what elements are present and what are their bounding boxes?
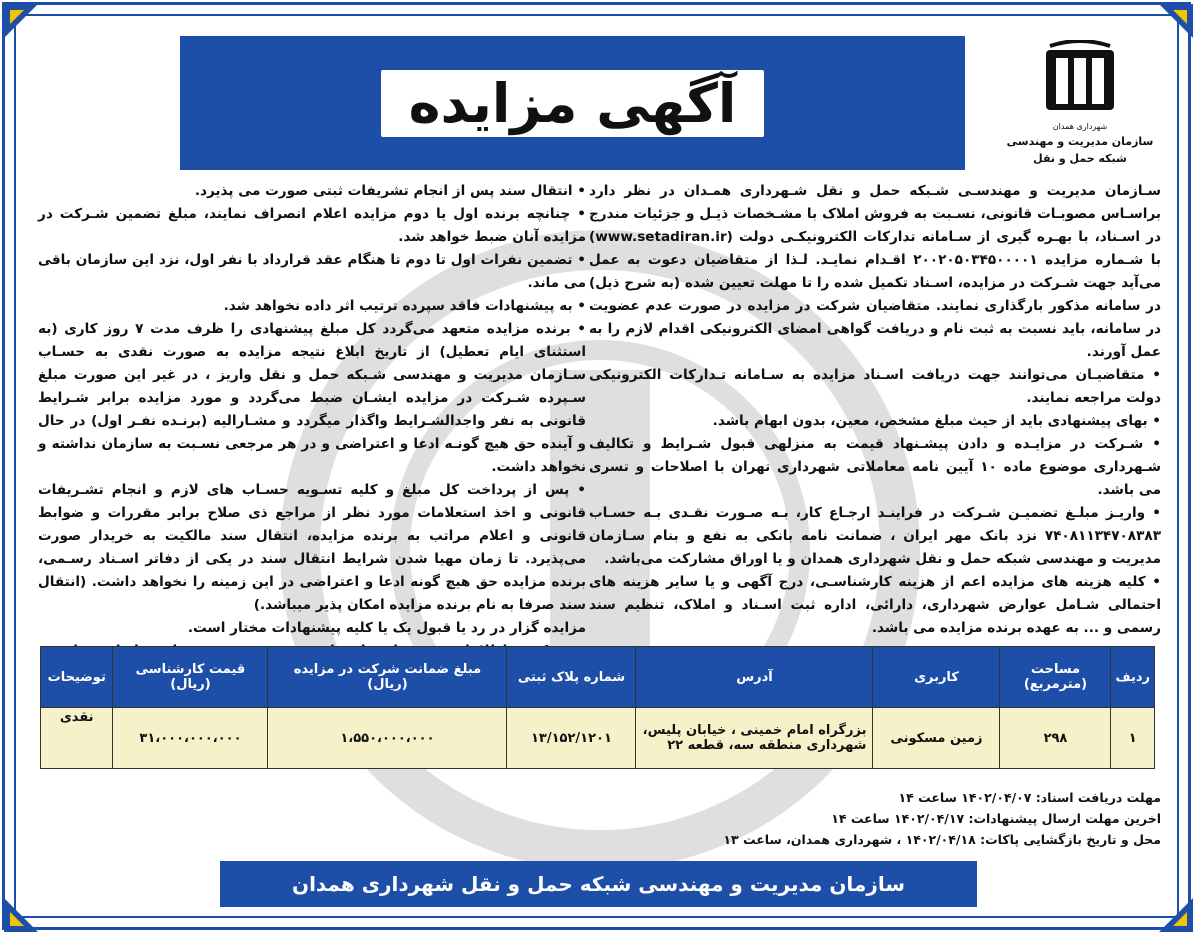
footer-organization-name: سازمان مدیریت و مهندسی شبکه حمل و نقل شهرداری همدان bbox=[292, 872, 906, 896]
header-expert-price: قیمت کارشناسی (ریال) bbox=[113, 647, 268, 708]
table-row bbox=[41, 708, 1155, 769]
cell-notes: نقدی bbox=[41, 708, 113, 769]
organization-name-line1: سازمان مدیریت و مهندسی bbox=[1006, 135, 1154, 148]
auction-items-table bbox=[40, 646, 1155, 769]
paragraph: • واریـز مبلـغ تضمیـن شـرکت در فراینـد ارجـاع کار، بـه صـورت نقـدی بـه حسـاب ۷۴۰۸۱۱۳۴۷۰۸۳۸۳ نزد بانک مهر ایران ، ضمانت نامه بانکی به نفع و بنام سـازمان مدیریت و مهندسی شبکه حمل و نقل شهرداری همدان و یا اوراق مشارکت می‌باشد. bbox=[589, 505, 1161, 567]
header-plate-number: شماره پلاک ثبتی bbox=[507, 647, 636, 708]
deadline-documents: مهلت دریافت اسناد: ۱۴۰۲/۰۴/۰۷ ساعت ۱۴ bbox=[898, 790, 1161, 805]
paragraph: • تضمین نفرات اول تا دوم تا هنگام عقد قرارداد با نفر اول، نزد این سازمان باقی می ماند. bbox=[38, 252, 586, 291]
notice-body-left-column bbox=[38, 180, 586, 663]
cell-row-number: ۱ bbox=[1111, 708, 1155, 769]
cell-expert-price: ۳۱،۰۰۰،۰۰۰،۰۰۰ bbox=[113, 708, 268, 769]
paragraph: • انتقال سند پس از انجام تشریفات ثبتی صورت می پذیرد. bbox=[194, 183, 586, 199]
paragraph: مزایده گزار در رد یا قبول یک یا کلیه پیشنهادات مختار است. bbox=[187, 620, 586, 636]
paragraph: • شـرکت در مزایـده و دادن پیشـنهاد قیمت به منزلهی قبول شـرایط و تکالیف شـهرداری موضوع ماده ۱۰ آیین نامه معاملاتی شهرداری تهران با اصلاحات و تسری می باشد. bbox=[589, 436, 1161, 498]
header-area: مساحت (مترمربع) bbox=[1000, 647, 1111, 708]
header-address: آدرس bbox=[636, 647, 873, 708]
header-usage: کاربری bbox=[873, 647, 1000, 708]
footer-banner bbox=[220, 861, 977, 907]
organization-logo-block bbox=[985, 40, 1175, 175]
paragraph: • متقاضیـان می‌توانند جهت دریافت اسـناد مزایده به سـامانه تـدارکات الکترونیکی دولت مراجعه نمایند. bbox=[589, 367, 1161, 406]
cell-usage: زمین مسکونی bbox=[873, 708, 1000, 769]
corner-ornament-bottom-right bbox=[1159, 898, 1193, 932]
cell-plate-number: ۱۳/۱۵۲/۱۲۰۱ bbox=[507, 708, 636, 769]
paragraph: • برنده مزایده متعهد می‌گردد کل مبلغ پیشنهادی را ظرف مدت ۷ روز کاری (به استثنای ایام تعطیل) از تاریخ ابلاغ نتیجه مزایده به صورت نقدی به حسـاب سـازمان مدیریت و مهندسی شـبکه حمل و نقل واریز ، در غیر این صورت مبلغ سـپرده شـرکت در مزایده ایشـان ضبط می‌گردد و مورد مزایده برابر شـرایط قانونی به نفر واجدالشـرایط واگذار میگردد و مشـارالیه (برنـده نفـر اول) در حال و آینده حق هیچ گونـه ادعا و اعتراضی و در هر مرجعی نسـبت به سازمان نداشته و نخواهد داشت. bbox=[38, 321, 586, 475]
paragraph: • بهای پیشنهادی باید از حیث مبلغ مشخص، معین، بدون ابهام باشد. bbox=[712, 413, 1161, 429]
header-notes: توضیحات bbox=[41, 647, 113, 708]
paragraph: • به پیشنهادات فاقد سپرده ترتیب اثر داده نخواهد شد. bbox=[223, 298, 586, 314]
cell-address: بزرگراه امام خمینی ، خیابان پلیس، شهرداری منطقه سه، قطعه ۲۲ bbox=[636, 708, 873, 769]
paragraph: • چنانچه برنده اول یا دوم مزایده اعلام انصراف نمایند، مبلغ تضمین شـرکت در مزایده آنان ضبط خواهد شد. bbox=[38, 206, 586, 245]
header-guarantee-amount: مبلغ ضمانت شرکت در مزایده (ریال) bbox=[268, 647, 507, 708]
deadline-proposals: اخرین مهلت ارسال پیشنهادات: ۱۴۰۲/۰۴/۱۷ ساعت ۱۴ bbox=[831, 811, 1161, 826]
table-header-row bbox=[41, 647, 1155, 708]
corner-ornament-top-left bbox=[4, 4, 38, 38]
paragraph: • پس از پرداخت کل مبلغ و کلیه تسـویه حسـاب های لازم و انجام تشـریفات قانونی و اخذ استعلامات مورد نظر از مراجع ذی صلاح برابر مقررات و ضوابط قانونی و اعلام مراتب به برنده مزایده، انتقال سند مالکیت به خریدار صورت می‌پذیرد. تا زمان مهیا شدن شرایط انتقال سند در یکی از دفاتر اسـناد رسـمی، برنده مزایده حق هیچ گونه ادعا و اعتراضی در این زمینه را نخواهد داشت. (انتقال سند صرفا به نام برنده مزایده امکان پذیر میباشد.) bbox=[38, 482, 586, 613]
municipality-logo-icon bbox=[1040, 40, 1120, 120]
header-row-number: ردیف bbox=[1111, 647, 1155, 708]
title-banner bbox=[180, 36, 965, 170]
corner-ornament-bottom-left bbox=[4, 898, 38, 932]
cell-guarantee-amount: ۱،۵۵۰،۰۰۰،۰۰۰ bbox=[268, 708, 507, 769]
organization-name-line2: شبکه حمل و نقل bbox=[1033, 152, 1127, 165]
title-plate bbox=[381, 70, 765, 137]
deadlines-block bbox=[723, 787, 1161, 850]
paragraph: سـازمان مدیریت و مهندسـی شـبکه حمل و نقل شـهرداری همـدان در نظر دارد براسـاس مصوبـات قانونی، نسـبت به فروش املاک با مشـخصات ذیـل و جزئیات مندرج در اسـناد، با بهـره گیری از سـامانه تدارکات الکترونیکـی دولت (www.setadiran.ir) با شـماره مزایده ۲۰۰۲۰۵۰۳۴۵۰۰۰۰۱ اقـدام نمایـد. لـذا از متقاضیان دعوت به عمل می‌آید جهت شـرکت در مزایده، اسـناد تکمیل شده را تا مهلت تعیین شده (به شرح ذیل) در سامانه مذکور بارگذاری نمایند. متقاضیان شرکت در مزایده در صورت عدم عضویت در سامانه، باید نسبت به ثبت نام و دریافت گواهی امضای الکترونیکی اقدام لازم را به عمل آورند. bbox=[589, 183, 1161, 360]
logo-caption: شهرداری همدان bbox=[1052, 122, 1108, 131]
page-title: آگهی مزایده bbox=[408, 71, 737, 135]
corner-ornament-top-right bbox=[1159, 4, 1193, 38]
deadline-opening: محل و تاریخ بازگشایی پاکات: ۱۴۰۲/۰۴/۱۸ ، شهرداری همدان، ساعت ۱۳ bbox=[723, 832, 1161, 847]
notice-body-right-column bbox=[589, 180, 1161, 640]
paragraph: • کلیه هزینه های مزایده اعم از هزینه کارشناسـی، درج آگهی و یا سایر هزینه های احتمالی شـامل عوارض شهرداری، دارائی، اداره ثبت اسـناد و املاک، تنظیم سند رسمی و ... به عهده برنده مزایده می باشد. bbox=[589, 574, 1161, 636]
cell-area: ۲۹۸ bbox=[1000, 708, 1111, 769]
